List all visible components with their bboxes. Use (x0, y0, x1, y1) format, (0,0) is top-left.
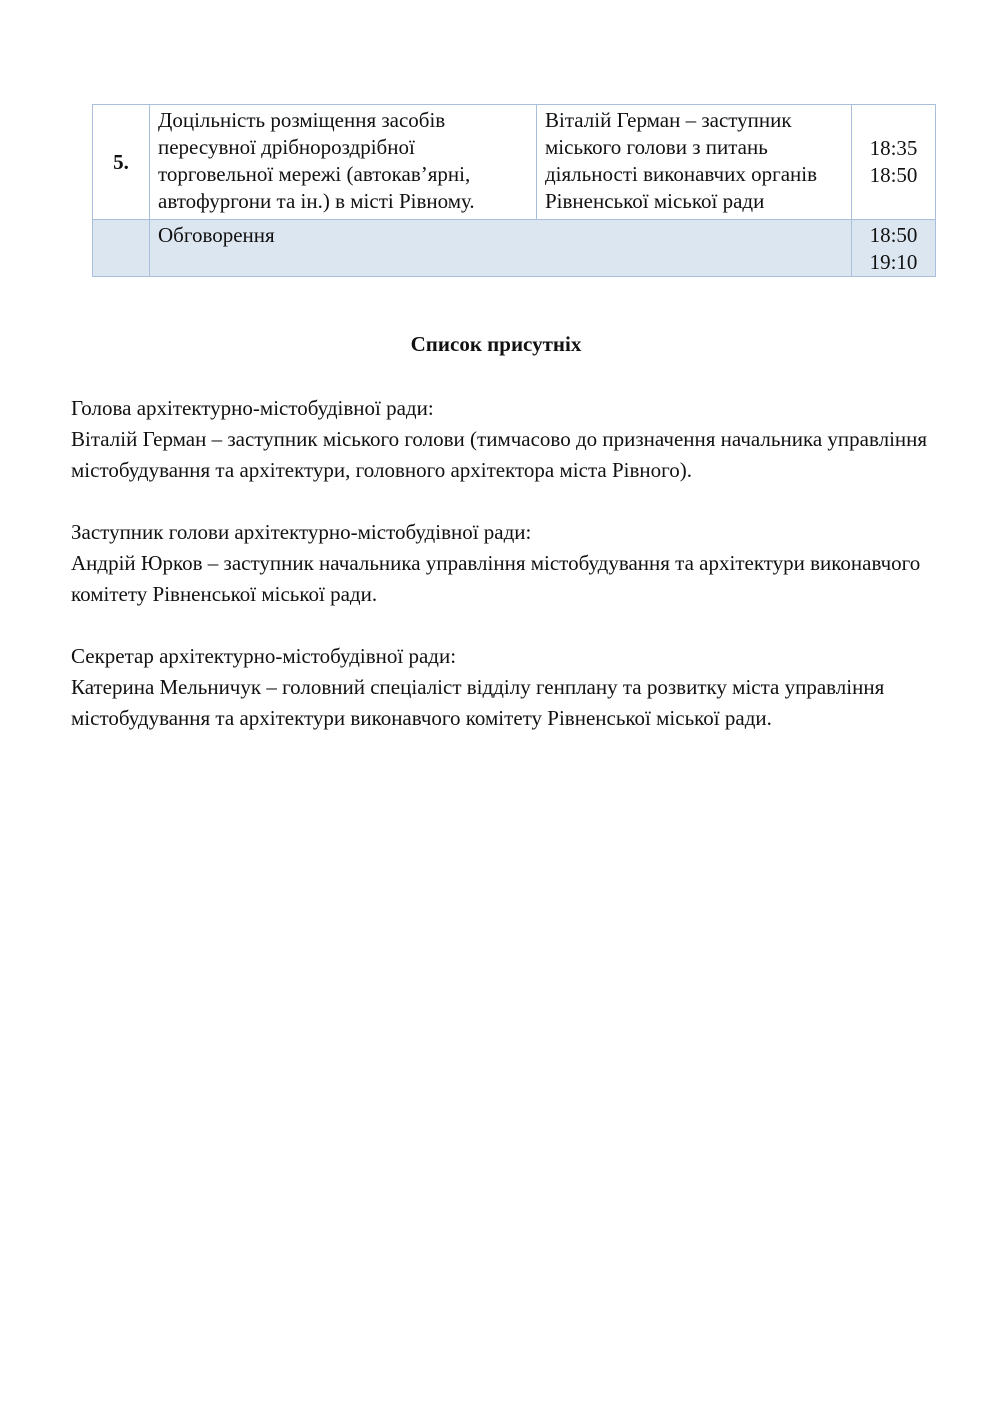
head-person: Віталій Герман – заступник міського голови (тимчасово до призначення начальника управління містобудування та архітектури, головного архітектора міста Рівного). (71, 427, 928, 482)
agenda-item-time-start: 18:35 (869, 136, 918, 160)
attendees-list (71, 393, 941, 765)
deputy-person: Андрій Юрков – заступник начальника управління містобудування та архітектури виконавчого комітету Рівненської міської ради. (71, 551, 921, 606)
agenda-item-time-end: 18:50 (869, 163, 918, 187)
secretary-role: Секретар архітектурно-містобудівної ради: (71, 644, 457, 668)
head-role: Голова архітектурно-містобудівної ради: (71, 396, 434, 420)
agenda-table (92, 104, 936, 277)
attendees-title: Список присутніх (410, 332, 582, 356)
discussion-number-cell (93, 220, 150, 277)
discussion-label: Обговорення (150, 220, 852, 277)
agenda-row-5 (93, 105, 936, 220)
deputy-block (71, 517, 941, 610)
secretary-block (71, 641, 941, 734)
discussion-time-end: 19:10 (869, 250, 918, 274)
deputy-role: Заступник голови архітектурно-містобудівної ради: (71, 520, 532, 544)
agenda-row-discussion (93, 220, 936, 277)
agenda-item-topic: Доцільність розміщення засобів пересувної дрібнороздрібної торговельної мережі (автокав’ярні, автофургони та ін.) в місті Рівному. (150, 105, 537, 220)
agenda-item-number: 5. (93, 105, 150, 220)
head-block (71, 393, 941, 486)
discussion-time-start: 18:50 (869, 223, 918, 247)
agenda-item-speaker: Віталій Герман – заступник міського голови з питань діяльності виконавчих органів Рівненської міської ради (537, 105, 852, 220)
agenda-item-time (852, 105, 936, 220)
secretary-person: Катерина Мельничук – головний спеціаліст відділу генплану та розвитку міста управління містобудування та архітектури виконавчого комітету Рівненської міської ради. (71, 675, 885, 730)
discussion-time (852, 220, 936, 277)
